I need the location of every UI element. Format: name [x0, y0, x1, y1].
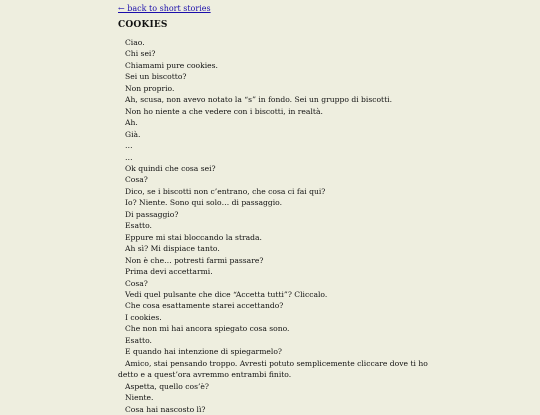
back-to-stories-link[interactable]: ← back to short stories	[118, 4, 211, 13]
story-title: COOKIES	[118, 20, 168, 30]
dialogue-line: I cookies.	[125, 312, 162, 322]
dialogue-line: Amico, stai pensando troppo. Avresti potuto semplicemente cliccare dove ti ho detto e a quest’ora avremmo entrambi finito.	[118, 358, 428, 380]
story-page	[118, 4, 428, 415]
dialogue-line: Non è che… potresti farmi passare?	[125, 255, 264, 265]
dialogue-line: Sei un biscotto?	[125, 72, 187, 82]
dialogue-line: Io? Niente. Sono qui solo… di passaggio.	[125, 198, 283, 208]
dialogue-line: …	[125, 141, 133, 151]
dialogue-line: Ah sì? Mi dispiace tanto.	[125, 244, 220, 254]
dialogue-line: …	[125, 152, 133, 162]
dialogue-line: Cosa hai nascosto lì?	[125, 404, 206, 414]
dialogue-line: Esatto.	[125, 221, 152, 231]
dialogue-line: Prima devi accettarmi.	[125, 267, 213, 277]
dialogue-line: Ah, scusa, non avevo notato la “s” in fondo. Sei un gruppo di biscotti.	[125, 95, 392, 105]
dialogue-line: Vedi quel pulsante che dice “Accetta tutti”? Cliccalo.	[125, 289, 328, 299]
dialogue-line: Niente.	[125, 393, 154, 403]
dialogue-line: Che cosa esattamente starei accettando?	[125, 301, 284, 311]
dialogue-line: Ok quindi che cosa sei?	[125, 163, 216, 173]
dialogue-line: E quando hai intenzione di spiegarmelo?	[125, 347, 282, 357]
dialogue-line: Aspetta, quello cos’è?	[125, 381, 209, 391]
dialogue-line: Ciao.	[125, 38, 145, 47]
dialogue-line: Di passaggio?	[125, 209, 179, 219]
dialogue-line: Ah.	[125, 118, 138, 128]
dialogue-line: Dico, se i biscotti non c’entrano, che cosa ci fai qui?	[125, 186, 326, 196]
dialogue-line: Già.	[125, 129, 141, 139]
story-text	[118, 37, 428, 415]
dialogue-line: Che non mi hai ancora spiegato cosa sono.	[125, 324, 290, 334]
dialogue-line: Cosa?	[125, 175, 148, 185]
dialogue-line: Chi sei?	[125, 49, 156, 59]
dialogue-line: Non proprio.	[125, 83, 175, 93]
dialogue-line: Chiamami pure cookies.	[125, 60, 218, 70]
dialogue-line: Cosa?	[125, 278, 148, 288]
dialogue-line: Eppure mi stai bloccando la strada.	[125, 232, 262, 242]
dialogue-line: Esatto.	[125, 335, 152, 345]
dialogue-line: Non ho niente a che vedere con i biscotti, in realtà.	[125, 106, 323, 116]
